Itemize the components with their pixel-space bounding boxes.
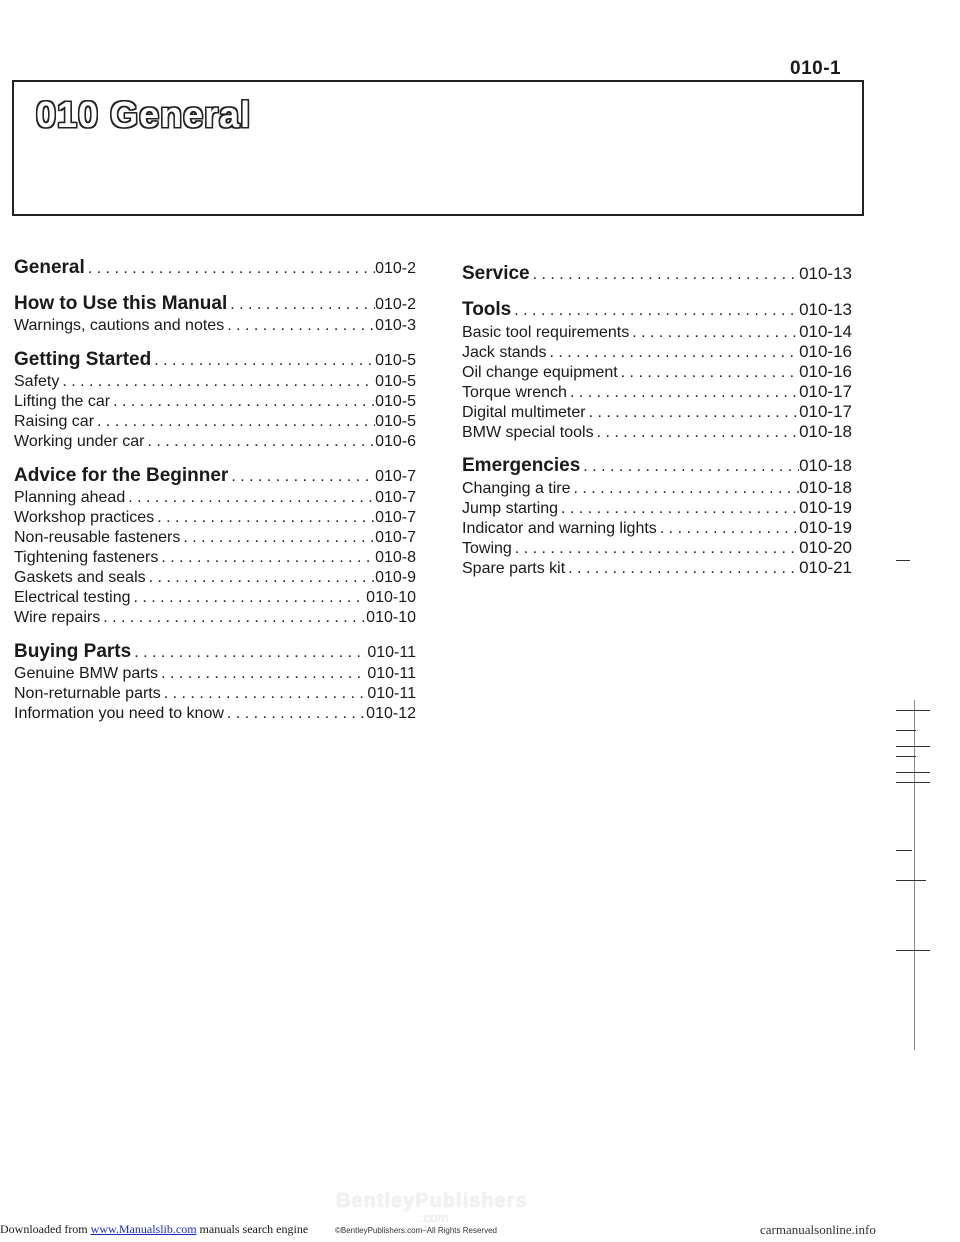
toc-label: Planning ahead [14, 489, 126, 506]
toc-leader-dots [580, 455, 799, 478]
toc-label: Jump starting [462, 500, 559, 517]
toc-leader-dots [567, 383, 799, 402]
toc-label: Indicator and warning lights [462, 520, 657, 537]
toc-entry[interactable] [462, 518, 852, 538]
toc-entry[interactable] [462, 498, 852, 518]
toc-entry[interactable] [14, 316, 416, 336]
toc-label: Tools [462, 299, 512, 320]
toc-label: Oil change equipment [462, 364, 618, 381]
toc-heading[interactable] [462, 262, 852, 286]
toc-label: Getting Started [14, 349, 152, 370]
toc-label: Genuine BMW parts [14, 665, 159, 682]
toc-leader-dots [94, 412, 375, 432]
toc-page-number: 010-10 [366, 589, 416, 606]
toc-label: Lifting the car [14, 393, 111, 410]
margin-mark [896, 746, 930, 747]
toc-entry[interactable] [14, 568, 416, 588]
toc-leader-dots [110, 392, 375, 412]
toc-page-number: 010-7 [375, 489, 416, 506]
toc-page-number: 010-18 [799, 456, 852, 475]
toc-leader-dots [144, 432, 375, 452]
toc-leader-dots [59, 372, 375, 392]
toc-leader-dots [511, 299, 799, 322]
toc-label: How to Use this Manual [14, 293, 228, 314]
chapter-title: 010 General [36, 94, 252, 135]
toc-entry[interactable] [462, 382, 852, 402]
margin-mark [896, 782, 930, 783]
margin-mark [896, 880, 926, 881]
toc-entry[interactable] [14, 412, 416, 432]
toc-leader-dots [131, 588, 367, 608]
toc-leader-dots [224, 704, 366, 724]
toc-leader-dots [594, 423, 799, 442]
margin-line [914, 700, 915, 1050]
toc-page-number: 010-2 [375, 260, 416, 277]
toc-label: Tightening fasteners [14, 549, 159, 566]
toc-leader-dots [180, 528, 375, 548]
toc-page-number: 010-18 [799, 478, 852, 497]
toc-heading[interactable] [14, 292, 416, 316]
toc-page-number: 010-21 [799, 558, 852, 577]
toc-label: Jack stands [462, 344, 547, 361]
toc-heading[interactable] [462, 454, 852, 478]
toc-entry[interactable] [14, 528, 416, 548]
toc-entry[interactable] [14, 432, 416, 452]
toc-page-number: 010-6 [375, 433, 416, 450]
toc-page-number: 010-11 [367, 644, 416, 661]
toc-label: Warnings, cautions and notes [14, 317, 225, 334]
toc-leader-dots [227, 293, 375, 316]
toc-label: Wire repairs [14, 609, 101, 626]
toc-page-number: 010-16 [799, 342, 852, 361]
toc-page-number: 010-5 [375, 373, 416, 390]
toc-leader-dots [512, 539, 799, 558]
toc-page-number: 010-10 [366, 609, 416, 626]
margin-mark [896, 950, 930, 951]
toc-label: Basic tool requirements [462, 324, 630, 341]
toc-entry[interactable] [462, 422, 852, 442]
toc-page-number: 010-5 [375, 352, 416, 369]
toc-leader-dots [131, 641, 367, 664]
margin-mark [896, 560, 910, 561]
toc-page-number: 010-7 [375, 509, 416, 526]
footer-credit: ©BentleyPublishers.com–All Rights Reserved [335, 1226, 497, 1235]
toc-leader-dots [161, 684, 368, 704]
toc-leader-dots [565, 559, 799, 578]
toc-leader-dots [146, 568, 375, 588]
toc-page-number: 010-2 [375, 296, 416, 313]
toc-label: Raising car [14, 413, 95, 430]
chapter-box [12, 80, 864, 216]
toc-heading[interactable] [14, 348, 416, 372]
toc-label: Gaskets and seals [14, 569, 146, 586]
margin-marks [896, 560, 936, 1120]
toc-heading[interactable] [14, 256, 416, 280]
toc-leader-dots [586, 403, 799, 422]
toc-page-number: 010-19 [799, 518, 852, 537]
toc-page-number: 010-13 [799, 300, 852, 319]
toc-entry[interactable] [14, 508, 416, 528]
toc-leader-dots [618, 363, 799, 382]
toc-page-number: 010-14 [799, 322, 852, 341]
toc-label: Towing [462, 540, 512, 557]
toc-entry[interactable] [462, 402, 852, 422]
toc-leader-dots [151, 349, 375, 372]
toc-entry[interactable] [14, 608, 416, 628]
toc-heading[interactable] [14, 464, 416, 488]
margin-mark [896, 756, 916, 757]
toc-page-number: 010-7 [375, 468, 416, 485]
toc-entry[interactable] [462, 558, 852, 578]
toc-label: Digital multimeter [462, 404, 586, 421]
toc-label: Non-reusable fasteners [14, 529, 181, 546]
toc-entry[interactable] [14, 684, 416, 704]
toc-leader-dots [571, 479, 800, 498]
toc-leader-dots [629, 323, 799, 342]
toc-leader-dots [228, 465, 375, 488]
toc-leader-dots [558, 499, 799, 518]
toc-page-number: 010-12 [366, 705, 416, 722]
toc-page-number: 010-9 [375, 569, 416, 586]
toc-entry[interactable] [462, 538, 852, 558]
margin-mark [896, 730, 916, 731]
toc-leader-dots [100, 608, 366, 628]
toc-leader-dots [158, 548, 375, 568]
toc-label: Workshop practices [14, 509, 155, 526]
toc-page-number: 010-17 [799, 402, 852, 421]
toc-label: Service [462, 263, 530, 284]
toc-leader-dots [158, 664, 367, 684]
toc-page-number: 010-20 [799, 538, 852, 557]
toc-page-number: 010-11 [367, 685, 416, 702]
toc-label: Changing a tire [462, 480, 571, 497]
toc-page-number: 010-16 [799, 362, 852, 381]
toc-page-number: 010-11 [367, 665, 416, 682]
toc-label: Information you need to know [14, 705, 224, 722]
margin-mark [896, 772, 930, 773]
toc-leader-dots [154, 508, 375, 528]
footer-right: carmanualsonline.info [760, 1222, 876, 1237]
margin-mark [896, 850, 912, 851]
toc-label: Advice for the Beginner [14, 465, 229, 486]
toc-page-number: 010-17 [799, 382, 852, 401]
toc-leader-dots [530, 263, 799, 286]
footer-suffix: manuals search engine [196, 1222, 309, 1236]
toc-label: Emergencies [462, 455, 581, 476]
toc-page-number: 010-13 [799, 264, 852, 283]
toc-label: General [14, 257, 85, 278]
page-number: 010-1 [790, 58, 842, 79]
toc-page-number: 010-3 [375, 317, 416, 334]
toc-entry[interactable] [14, 488, 416, 508]
toc-right-column [462, 262, 852, 578]
footer-prefix: Downloaded from [0, 1222, 91, 1236]
toc-leader-dots [125, 488, 375, 508]
toc-entry[interactable] [462, 478, 852, 498]
toc-page-number: 010-18 [799, 422, 852, 441]
toc-left-column [14, 256, 416, 724]
margin-mark [896, 710, 930, 711]
toc-entry[interactable] [14, 548, 416, 568]
toc-label: Buying Parts [14, 641, 132, 662]
toc-page-number: 010-19 [799, 498, 852, 517]
toc-label: Torque wrench [462, 384, 567, 401]
toc-entry[interactable] [14, 372, 416, 392]
toc-label: Safety [14, 373, 60, 390]
toc-leader-dots [546, 343, 799, 362]
toc-entry[interactable] [462, 362, 852, 382]
toc-label: Spare parts kit [462, 560, 566, 577]
toc-leader-dots [657, 519, 799, 538]
toc-entry[interactable] [462, 342, 852, 362]
watermark: BentleyPublishers [336, 1190, 528, 1212]
toc-entry[interactable] [462, 322, 852, 342]
toc-leader-dots [85, 257, 375, 280]
toc-page-number: 010-8 [375, 549, 416, 566]
watermark-sub: .com [420, 1210, 449, 1225]
toc-label: Electrical testing [14, 589, 131, 606]
toc-entry[interactable] [14, 704, 416, 724]
toc-label: BMW special tools [462, 424, 594, 441]
toc-page-number: 010-5 [375, 393, 416, 410]
toc-heading[interactable] [14, 640, 416, 664]
toc-label: Working under car [14, 433, 145, 450]
toc-entry[interactable] [14, 392, 416, 412]
footer-left [0, 1222, 308, 1237]
toc-heading[interactable] [462, 298, 852, 322]
toc-leader-dots [224, 316, 375, 336]
toc-page-number: 010-5 [375, 413, 416, 430]
toc-page-number: 010-7 [375, 529, 416, 546]
toc-label: Non-returnable parts [14, 685, 161, 702]
footer-link[interactable]: www.Manualslib.com [90, 1222, 197, 1236]
toc-entry[interactable] [14, 588, 416, 608]
toc-entry[interactable] [14, 664, 416, 684]
